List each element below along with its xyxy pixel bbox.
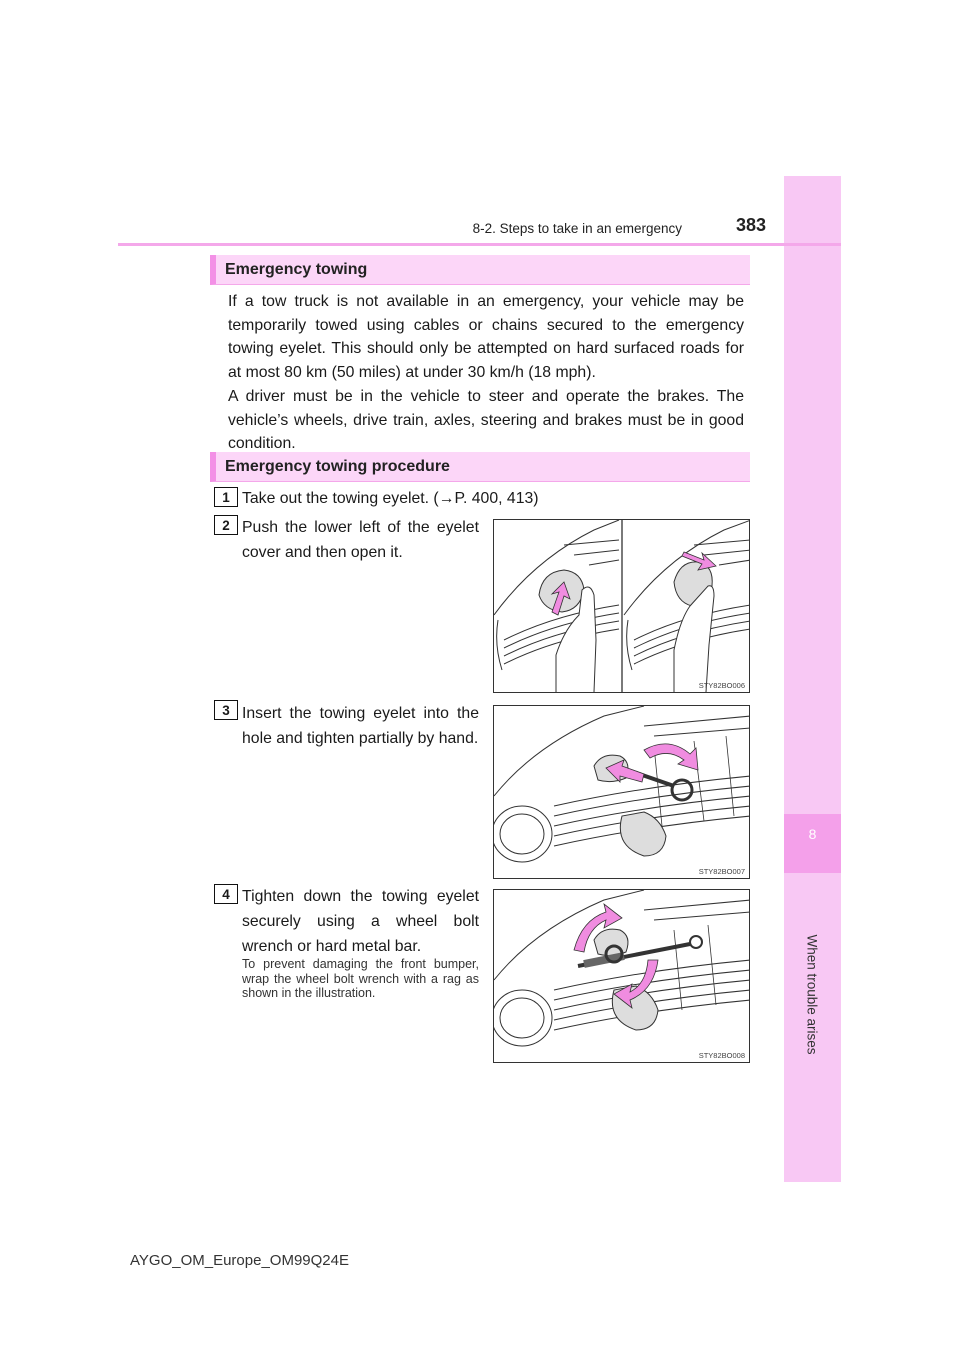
illustration-tighten-eyelet	[493, 889, 750, 1063]
page-number: 383	[736, 215, 767, 235]
step-number-2: 2	[214, 515, 238, 535]
step-number-3: 3	[214, 700, 238, 720]
towing-paragraph: A driver must be in the vehicle to steer and operate the brakes. The vehicle’s wheels, drive train, axles, steering and brakes must be in good condition.	[228, 387, 744, 453]
step-4-text: Tighten down the towing eyelet securely using a wheel bolt wrench or hard metal bar.	[242, 888, 479, 955]
emergency-towing-body	[228, 290, 744, 456]
towing-paragraph: If a tow truck is not available in an emergency, your vehicle may be temporarily towed using cables or chains secured to the emergency towing eyelet. This should only be attempted on hard surfaced roads for at most 80 km (50 miles) at under 30 km/h (18 mph).	[228, 293, 744, 382]
illustration-open-cover	[493, 519, 750, 693]
figure-code: STY82BO006	[698, 681, 745, 690]
step-number-4: 4	[214, 884, 238, 904]
illustration-insert-eyelet	[493, 705, 750, 879]
step-4-note: To prevent damaging the front bumper, wrap the wheel bolt wrench with a rag as shown in the illustration.	[242, 957, 479, 1001]
step-1-text: Take out the towing eyelet. (→P. 400, 413)	[242, 490, 539, 507]
document-id: AYGO_OM_Europe_OM99Q24E	[130, 1252, 349, 1269]
figure-code: STY82BO008	[698, 1051, 745, 1060]
header-rule	[118, 243, 841, 246]
chapter-number: 8	[808, 826, 817, 842]
chapter-number-tab	[784, 814, 841, 873]
towing-procedure-heading: Emergency towing procedure	[210, 452, 750, 482]
chapter-title: When trouble arises	[804, 933, 820, 1055]
arrow-icon	[606, 744, 698, 782]
emergency-towing-heading: Emergency towing	[210, 255, 750, 285]
step-2-text: Push the lower left of the eyelet cover and then open it.	[242, 519, 479, 561]
figure-code: STY82BO007	[698, 867, 745, 876]
section-title: 8-2. Steps to take in an emergency	[472, 221, 682, 236]
step-number-1: 1	[214, 487, 238, 507]
step-3-text: Insert the towing eyelet into the hole and tighten partially by hand.	[242, 705, 479, 747]
